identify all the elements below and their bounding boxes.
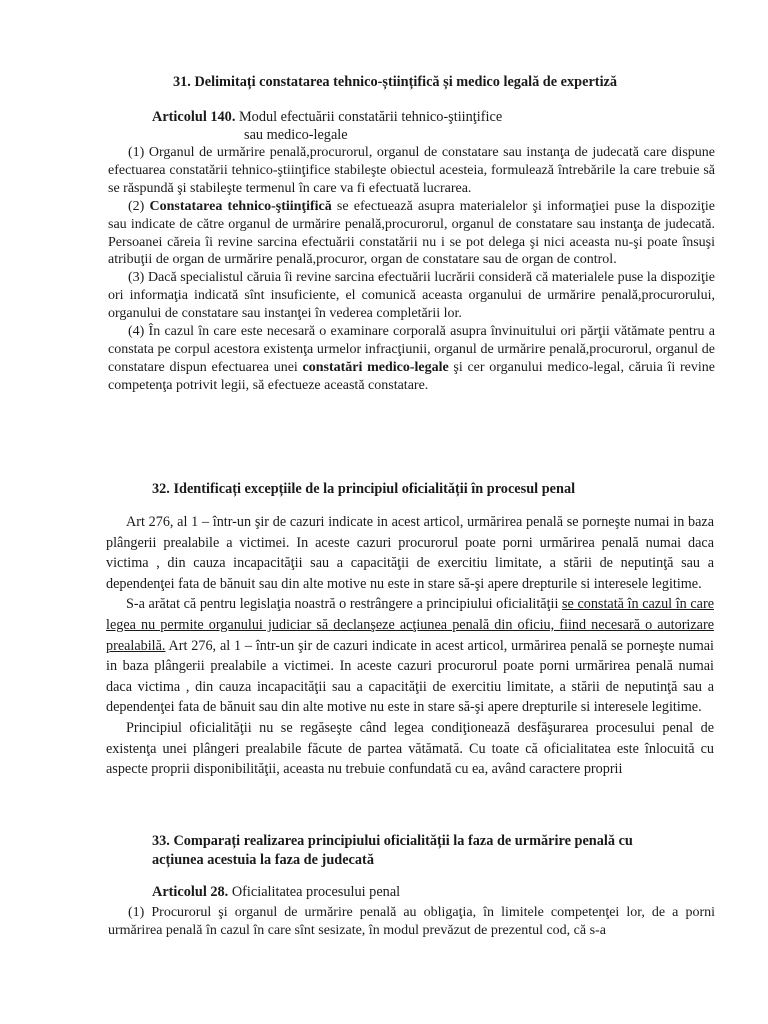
section-32-paragraph-3: Principiul oficialităţii nu se regăseşte când legea condiţionează desfăşurarea procesului penal de existenţa unei plângeri prealabile făcute de partea vătămată. Cu toate că oficialitatea este înlocuită cu aspecte proprii disponibilităţii, aceasta nu trebuie confundată cu ea, având caractere proprii [106,719,714,778]
section-33-title-line1: 33. Comparați realizarea principiului oficialității la faza de urmărire penală cu [152,833,633,849]
article-140-paragraph-3: (3) Dacă specialistul căruia îi revine sarcina efectuării lucrării consideră că materialele puse la dispoziţie ori informaţia indicată sînt insuficiente, el comunică aceasta organului de urmărire penală,procurorului, organului de constatare sau instanţei în vederea completării lor. [108,270,715,322]
section-32-paragraph-1: Art 276, al 1 – într-un şir de cazuri indicate in acest articol, urmărirea penală se porneşte numai in baza plângerii prealabile a victimei. In aceste cazuri procurorul poate porni urmărirea penală numai daca victima , din cauza incapacităţii sau a capacităţii de exercitiu limitate, a stării de neputinţă sau a dependenţei fata de bănuit sau din alte motive nu este in stare să-şi apere drepturile si interesele legitime. [106,514,714,592]
article-140-body [108,144,715,395]
section-31-title: 31. Delimitați constatarea tehnico-științifică și medico legală de expertiză [173,74,618,90]
article-140-title-line1: Modul efectuării constatării tehnico-ştiinţifice [238,109,503,125]
article-140-title-line2: sau medico-legale [244,127,348,143]
article-140-paragraph-2: (2) Constatarea tehnico-ştiinţifică se efectuează asupra materialelor şi informaţiei puse la dispoziţie sau indicate de către organul de urmărire penală,procurorul, organul de constatare sau instanţa de judecată. Persoanei căreia îi revine sarcina efectuării constatării nu i se pot delega şi nici aceasta nu-şi poate însuşi atribuţii de organ de urmărire penală,procuror, organ de constatare sau de organ de control. [108,198,715,268]
section-32-paragraph-2: S-a arătat că pentru legislaţia noastră o restrângere a principiului oficialităţii se constată în cazul în care legea nu permite organului judiciar să declanşeze acţiunea penală din oficiu, fiind necesară o autorizare prealabilă. Art 276, al 1 – într-un şir de cazuri indicate in acest articol, urmărirea penală se porneşte numai in baza plângerii prealabile a victimei. In aceste cazuri procurorul poate porni urmărirea penală numai daca victima , din cauza incapacităţii sau a capacităţii de exercitiu limitate, a stării de neputinţă sau a dependenţei fata de bănuit sau din alte motive nu este in stare să-şi apere drepturile si interesele legitime. [106,596,714,716]
article-28-label: Articolul 28. [152,884,229,900]
article-140-label: Articolul 140. [152,109,236,125]
section-33-title [152,832,712,870]
article-28-title: Oficialitatea procesului penal [231,884,401,900]
article-140-heading [152,108,652,144]
section-32-title: 32. Identificați excepțiile de la principiul oficialității în procesul penal [152,481,576,497]
article-140-paragraph-4: (4) În cazul în care este necesară o examinare corporală asupra învinuitului ori părţii vătămate pentru a constata pe corpul acestora existenţa urmelor infracţiunii, organul de urmărire penală,procurorul, organul de constatare dispun efectuarea unei constatări medico-legale şi cer organului medico-legal, căruia îi revine competenţa potrivit legii, să efectueze această constatare. [108,324,715,393]
article-140-paragraph-1: (1) Organul de urmărire penală,procurorul, organul de constatare sau instanţa de judecată care dispune efectuarea constatării tehnico-ştiinţifice stabileşte obiectul acesteia, formulează întrebările la care trebuie să se răspundă şi stabileşte termenul în care va fi efectuată lucrarea. [108,145,715,196]
section-33-title-line2: acțiunea acestuia la faza de judecată [152,852,374,868]
article-28-paragraph-1: (1) Procurorul şi organul de urmărire penală au obligaţia, în limitele competenţei lor, de a porni urmărirea penală în cazul în care sînt sesizate, în modul prevăzut de prezentul cod, că s-a [108,905,715,938]
section-32-body [106,512,714,780]
article-28-heading [152,883,672,901]
bold-term-medico-legale: constatări medico-legale [302,359,449,375]
underlined-passage: se constată în cazul în care legea nu permite organului judiciar să declanşeze acţiunea penală din oficiu, fiind necesară o autorizare prealabilă. [106,596,714,654]
article-28-body [108,904,715,940]
bold-term-constatarea: Constatarea tehnico-ştiinţifică [149,198,332,214]
